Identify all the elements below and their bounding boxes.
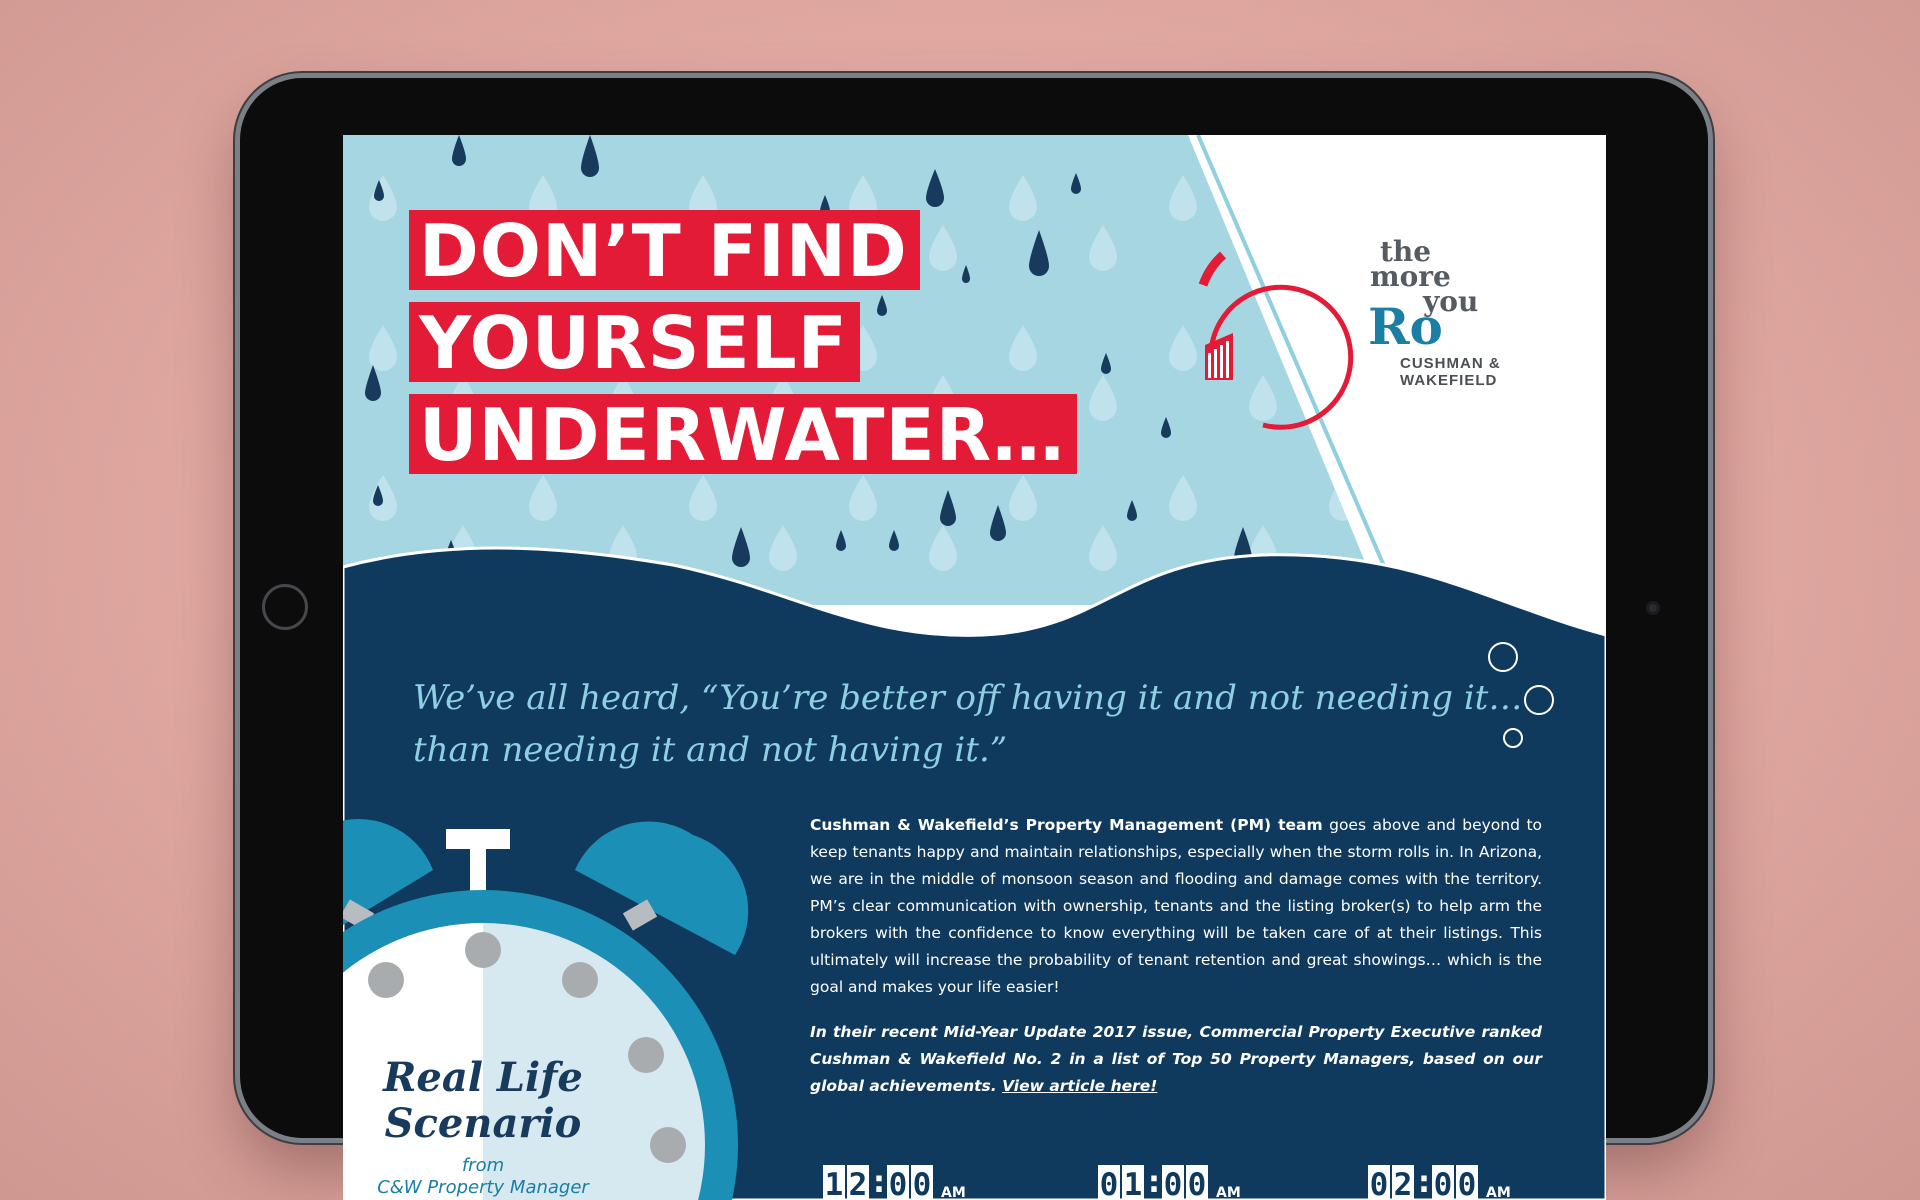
time-colon: :	[1418, 1165, 1430, 1200]
camera-icon	[1646, 601, 1660, 615]
time-digit: 0	[1433, 1167, 1453, 1200]
ranking-text: In their recent Mid-Year Update 2017 issue, Commercial Property Executive ranked Cushman & Wakefield No. 2 in a list of Top 50 Property Managers, based on our global achievements.	[810, 1023, 1542, 1095]
headline-line1: DON’T FIND	[409, 210, 920, 290]
headline-line3: UNDERWATER…	[409, 394, 1077, 474]
logo-word-you: you	[1423, 285, 1479, 318]
time-0100am	[1098, 1165, 1241, 1200]
time-colon: :	[873, 1165, 885, 1200]
time-digit: 2	[848, 1167, 868, 1200]
time-0200am	[1368, 1165, 1511, 1200]
scenario-from: from	[461, 1155, 505, 1176]
time-digit: 0	[1163, 1167, 1183, 1200]
ranking-paragraph	[810, 1019, 1542, 1100]
scenario-title-line2: Scenario	[384, 1100, 582, 1147]
headline	[409, 210, 1077, 486]
time-ampm: AM	[1216, 1185, 1241, 1200]
time-digit: 2	[1393, 1167, 1413, 1200]
body-lead: Cushman & Wakefield’s Property Management (PM) team	[810, 816, 1323, 834]
headline-line2: YOURSELF	[409, 302, 860, 382]
time-1200am	[823, 1165, 966, 1200]
screen	[343, 135, 1606, 1200]
time-ampm: AM	[1486, 1185, 1511, 1200]
time-ampm: AM	[941, 1185, 966, 1200]
body-text: goes above and beyond to keep tenants happy and maintain relationships, especially when the storm rolls in. In Arizona, we are in the middle of monsoon season and flooding and damage comes with the territory. PM’s clear communication with ownership, tenants and the listing broker(s) to help arm the brokers with the confidence to know everything will be taken care of at their listings. This ultimately will increase the probability of tenant retention and great showings… which is the goal and makes your life easier!	[810, 816, 1543, 996]
time-digit: 0	[1369, 1167, 1389, 1200]
scenario-manager: C&W Property Manager	[377, 1177, 589, 1198]
time-digit: 0	[1457, 1167, 1477, 1200]
logo-word-the: the	[1380, 235, 1432, 268]
time-digit: 0	[912, 1167, 932, 1200]
time-digit: 0	[888, 1167, 908, 1200]
pull-quote	[413, 672, 1533, 776]
scenario-title	[363, 1055, 603, 1147]
time-digit: 0	[1187, 1167, 1207, 1200]
home-button[interactable]	[262, 584, 308, 630]
logo-brand-line1: CUSHMAN &	[1400, 355, 1501, 372]
time-colon: :	[1148, 1165, 1160, 1200]
quote-line2: than needing it and not having it.”	[413, 730, 1008, 770]
time-digit: 0	[1099, 1167, 1119, 1200]
body-paragraph	[810, 812, 1542, 1001]
time-digit: 1	[1123, 1167, 1143, 1200]
quote-line1: We’ve all heard, “You’re better off having it and not needing it…	[413, 678, 1523, 718]
logo-word-more: more	[1370, 260, 1451, 293]
time-digit: 1	[824, 1167, 844, 1200]
scenario-title-line1: Real Life	[383, 1054, 583, 1101]
logo-brand-line2: WAKEFIELD	[1400, 372, 1498, 389]
view-article-link[interactable]: View article here!	[1002, 1077, 1158, 1095]
logo-word-ro: Ro	[1368, 297, 1443, 356]
cushman-wakefield-logo[interactable]	[1328, 205, 1558, 395]
